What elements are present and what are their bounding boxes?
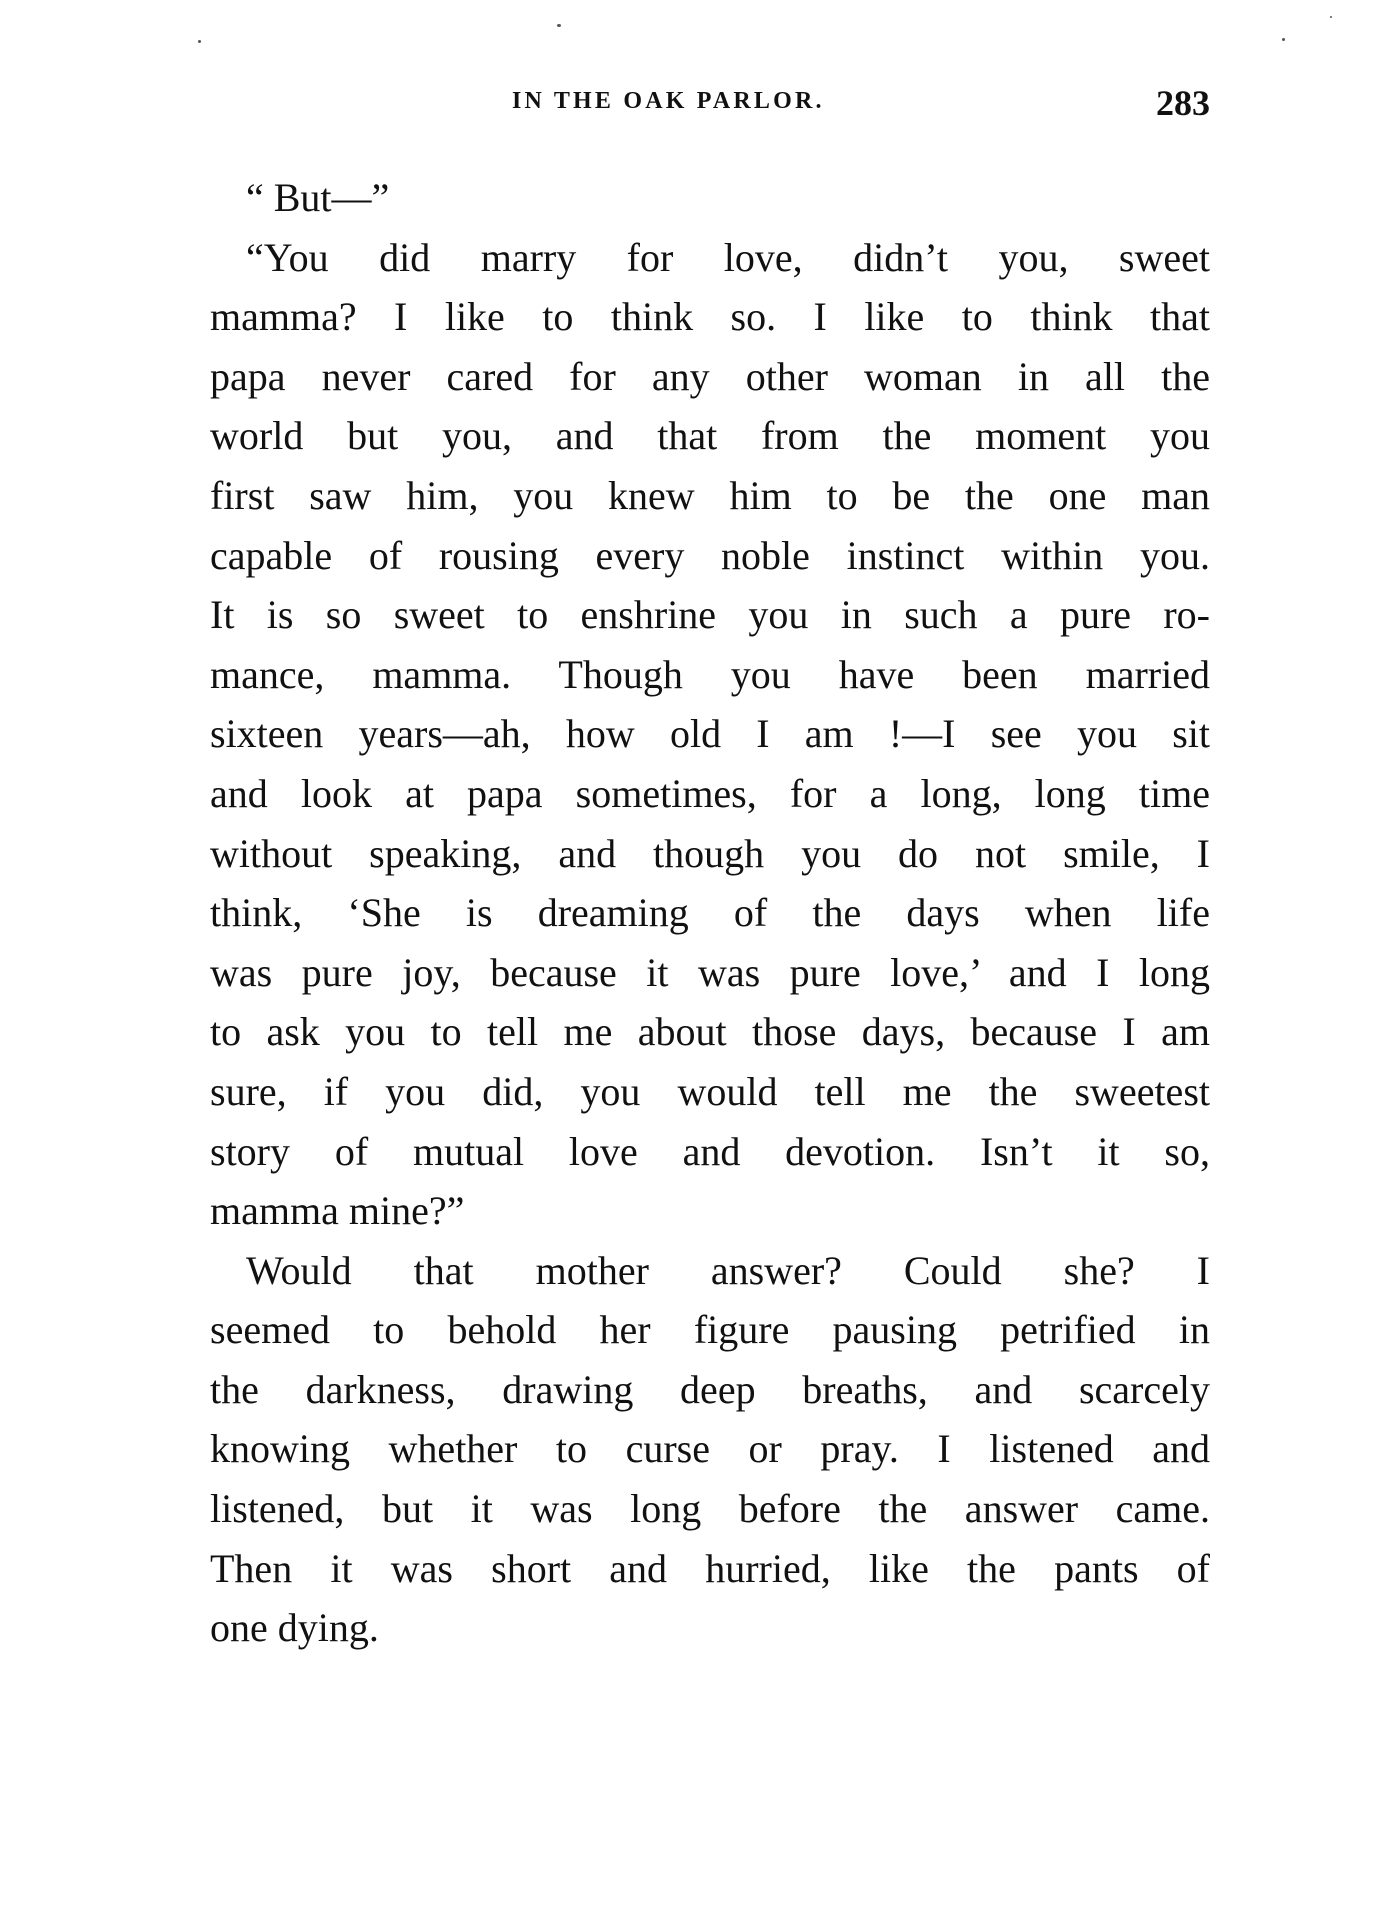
text-line: Then it was short and hurried, like the pants of xyxy=(210,1545,1210,1591)
text-line: “ But—” xyxy=(246,175,390,220)
paragraph xyxy=(210,168,1210,228)
text-line: think, ‘She is dreaming of the days when life xyxy=(210,890,1210,936)
text-line: capable of rousing every noble instinct within you. xyxy=(210,532,1210,578)
text-line: mance, mamma. Though you have been married xyxy=(210,651,1210,697)
page-number: 283 xyxy=(1156,83,1210,123)
text-line: was pure joy, because it was pure love,’ and I long xyxy=(210,949,1210,995)
text-line: sixteen years—ah, how old I am !—I see you sit xyxy=(210,711,1210,757)
page-header xyxy=(210,82,1210,132)
text-line: one dying. xyxy=(210,1605,379,1651)
text-line: Would that mother answer? Could she? I xyxy=(246,1247,1210,1293)
print-speck xyxy=(1282,38,1285,41)
text-line: knowing whether to curse or pray. I listened and xyxy=(210,1426,1210,1472)
text-line: papa never cared for any other woman in all the xyxy=(210,353,1210,399)
text-line: seemed to behold her figure pausing petrified in xyxy=(210,1307,1210,1353)
text-line: “You did marry for love, didn’t you, sweet xyxy=(246,234,1210,280)
text-line: mamma? I like to think so. I like to think that xyxy=(210,294,1210,340)
print-speck xyxy=(557,24,561,27)
text-line: without speaking, and though you do not smile, I xyxy=(210,830,1210,876)
text-line: sure, if you did, you would tell me the sweetest xyxy=(210,1068,1210,1114)
text-line: to ask you to tell me about those days, because I am xyxy=(210,1009,1210,1055)
text-line: world but you, and that from the moment you xyxy=(210,413,1210,459)
print-speck xyxy=(198,40,201,43)
text-line: mamma mine?” xyxy=(210,1188,465,1234)
paragraph xyxy=(210,228,1210,1241)
text-line: and look at papa sometimes, for a long, long time xyxy=(210,770,1210,816)
text-line: the darkness, drawing deep breaths, and scarcely xyxy=(210,1366,1210,1412)
text-line: first saw him, you knew him to be the one man xyxy=(210,472,1210,518)
running-head: IN THE OAK PARLOR. xyxy=(512,88,825,114)
print-speck xyxy=(1330,16,1332,18)
body-text xyxy=(210,168,1210,1658)
text-line: story of mutual love and devotion. Isn’t it so, xyxy=(210,1128,1210,1174)
paragraph xyxy=(210,1241,1210,1658)
text-line: It is so sweet to enshrine you in such a pure ro- xyxy=(210,592,1210,638)
text-line: listened, but it was long before the answer came. xyxy=(210,1486,1210,1532)
